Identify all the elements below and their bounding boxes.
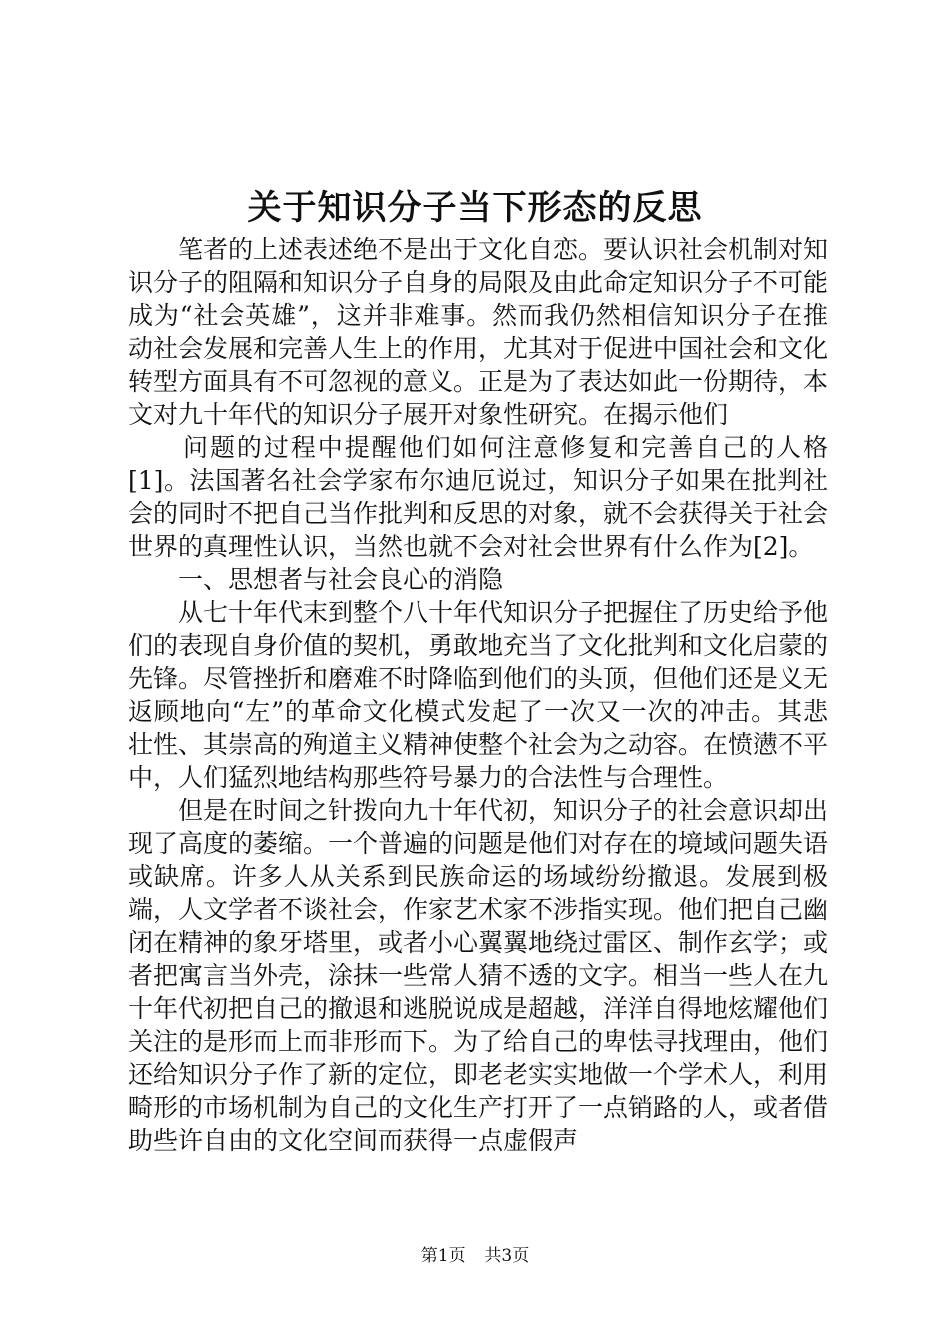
document-title: 关于知识分子当下形态的反思 [247,188,703,228]
paragraph-continuation: 问题的过程中提醒他们如何注意修复和完善自己的人格[1]。法国著名社会学家布尔迪厄说过，知识分子如果在批判社会的同时不把自己当作批判和反思的对象，就不会获得关于社会世界的真理性认识，当然也就不会对社会世界有什么作为[2]。 [128,433,829,561]
section-heading: 一、思想者与社会良心的消隐 [178,565,504,594]
paragraph-nineties: 但是在时间之针拨向九十年代初，知识分子的社会意识却出现了高度的萎缩。一个普遍的问题是他们对存在的境域问题失语或缺席。许多人从关系到民族命运的场域纷纷撤退。发展到极端，人文学者不谈社会，作家艺术家不涉指实现。他们把自己幽闭在精神的象牙塔里，或者小心翼翼地绕过雷区、制作玄学；或者把寓言当外壳，涂抹一些常人猜不透的文字。相当一些人在九十年代初把自己的撤退和逃脱说成是超越，洋洋自得地炫耀他们关注的是形而上而非形而下。为了给自己的卑怯寻找理由，他们还给知识分子作了新的定位，即老老实实地做一个学术人，利用畸形的市场机制为自己的文化生产打开了一点销路的人，或者借助些许自由的文化空间而获得一点虚假声 [128,796,829,1155]
document-body [128,233,828,1157]
page-footer [0,1244,950,1268]
paragraph-intro: 笔者的上述表述绝不是出于文化自恋。要认识社会机制对知识分子的阻隔和知识分子自身的局限及由此命定知识分子不可能成为“社会英雄”，这并非难事。然而我仍然相信知识分子在推动社会发展和完善人生上的作用，尤其对于促进中国社会和文化转型方面具有不可忽视的意义。正是为了表达如此一份期待，本文对九十年代的知识分子展开对象性研究。在揭示他们 [128,235,829,429]
page-number: 第1页 [420,1246,466,1266]
total-pages: 共3页 [484,1246,530,1266]
paragraph-eighties: 从七十年代末到整个八十年代知识分子把握住了历史给予他们的表现自身价值的契机，勇敢地充当了文化批判和文化启蒙的先锋。尽管挫折和磨难不时降临到他们的头顶，但他们还是义无返顾地向“左”的革命文化模式发起了一次又一次的冲击。其悲壮性、其崇高的殉道主义精神使整个社会为之动容。在愤懑不平中，人们猛烈地结构那些符号暴力的合法性与合理性。 [128,598,829,792]
